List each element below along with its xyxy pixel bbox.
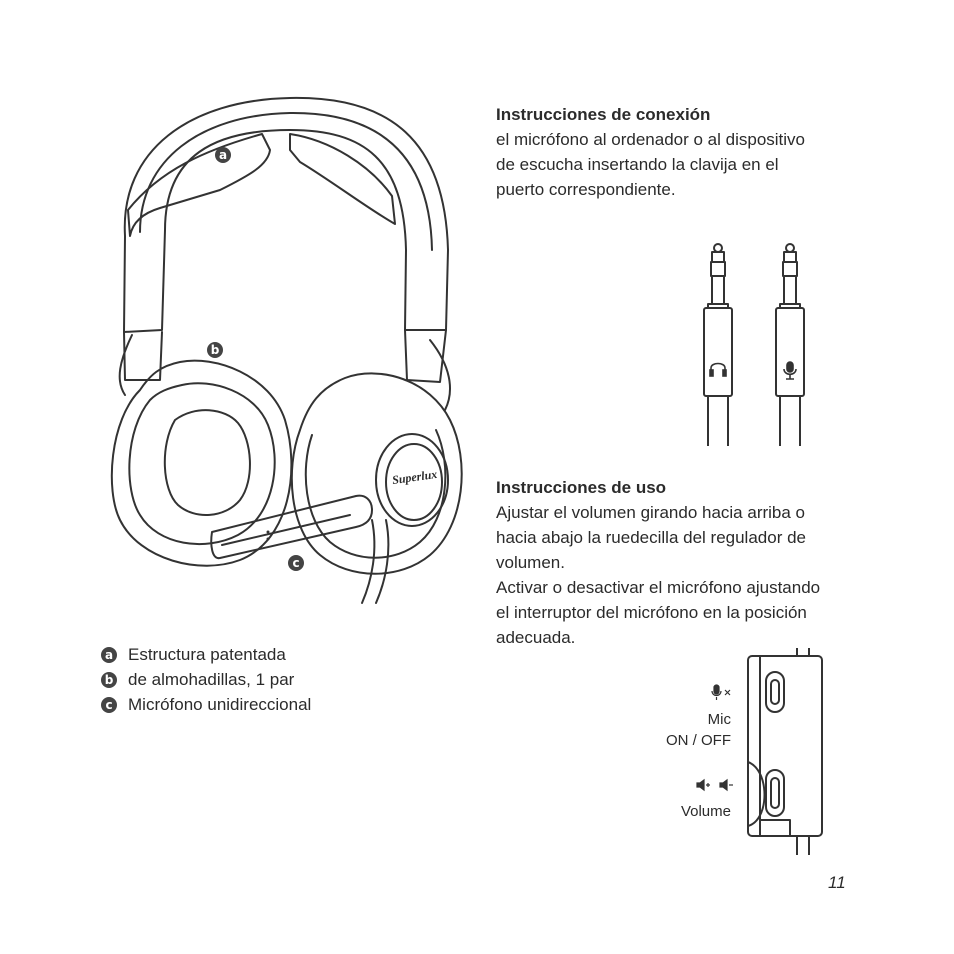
- badge-c-icon: c: [101, 697, 117, 713]
- legend-item-b: [101, 667, 294, 692]
- badge-b-icon: b: [101, 672, 117, 688]
- legend-text-c: Micrófono unidireccional: [128, 695, 312, 714]
- legend-item-c: [101, 692, 311, 717]
- page-number: 11: [828, 873, 846, 892]
- callout-b-icon: b: [207, 342, 223, 358]
- callout-a-icon: a: [215, 147, 231, 163]
- usage-line-2: hacia abajo la ruedecilla del regulador de: [496, 528, 806, 547]
- connection-line-1: el micrófono al ordenador o al dispositivo: [496, 130, 806, 149]
- usage-line-6: adecuada.: [496, 628, 576, 647]
- connection-title: Instrucciones de conexión: [496, 105, 711, 124]
- volume-label: Volume: [680, 803, 731, 820]
- connection-line-3: puerto correspondiente.: [496, 180, 676, 199]
- connection-section: [496, 102, 916, 202]
- legend-item-a: [101, 642, 286, 667]
- usage-line-1: Ajustar el volumen girando hacia arriba o: [496, 503, 806, 522]
- legend-text-b: de almohadillas, 1 par: [128, 670, 295, 689]
- mic-label: Mic: [707, 711, 731, 728]
- legend-text-a: Estructura patentada: [128, 645, 286, 664]
- usage-line-3: volumen.: [496, 553, 565, 572]
- mic-state-label: ON / OFF: [666, 732, 731, 749]
- brand-logo: Superlux: [391, 466, 439, 488]
- usage-section: [496, 475, 916, 650]
- usage-line-5: el interruptor del micrófono en la posición: [496, 603, 807, 622]
- callout-c-icon: c: [288, 555, 304, 571]
- badge-a-icon: a: [101, 647, 117, 663]
- usage-title: Instrucciones de uso: [496, 478, 667, 497]
- connection-line-2: de escucha insertando la clavija en el: [496, 155, 779, 174]
- usage-line-4: Activar o desactivar el micrófono ajustando: [496, 578, 821, 597]
